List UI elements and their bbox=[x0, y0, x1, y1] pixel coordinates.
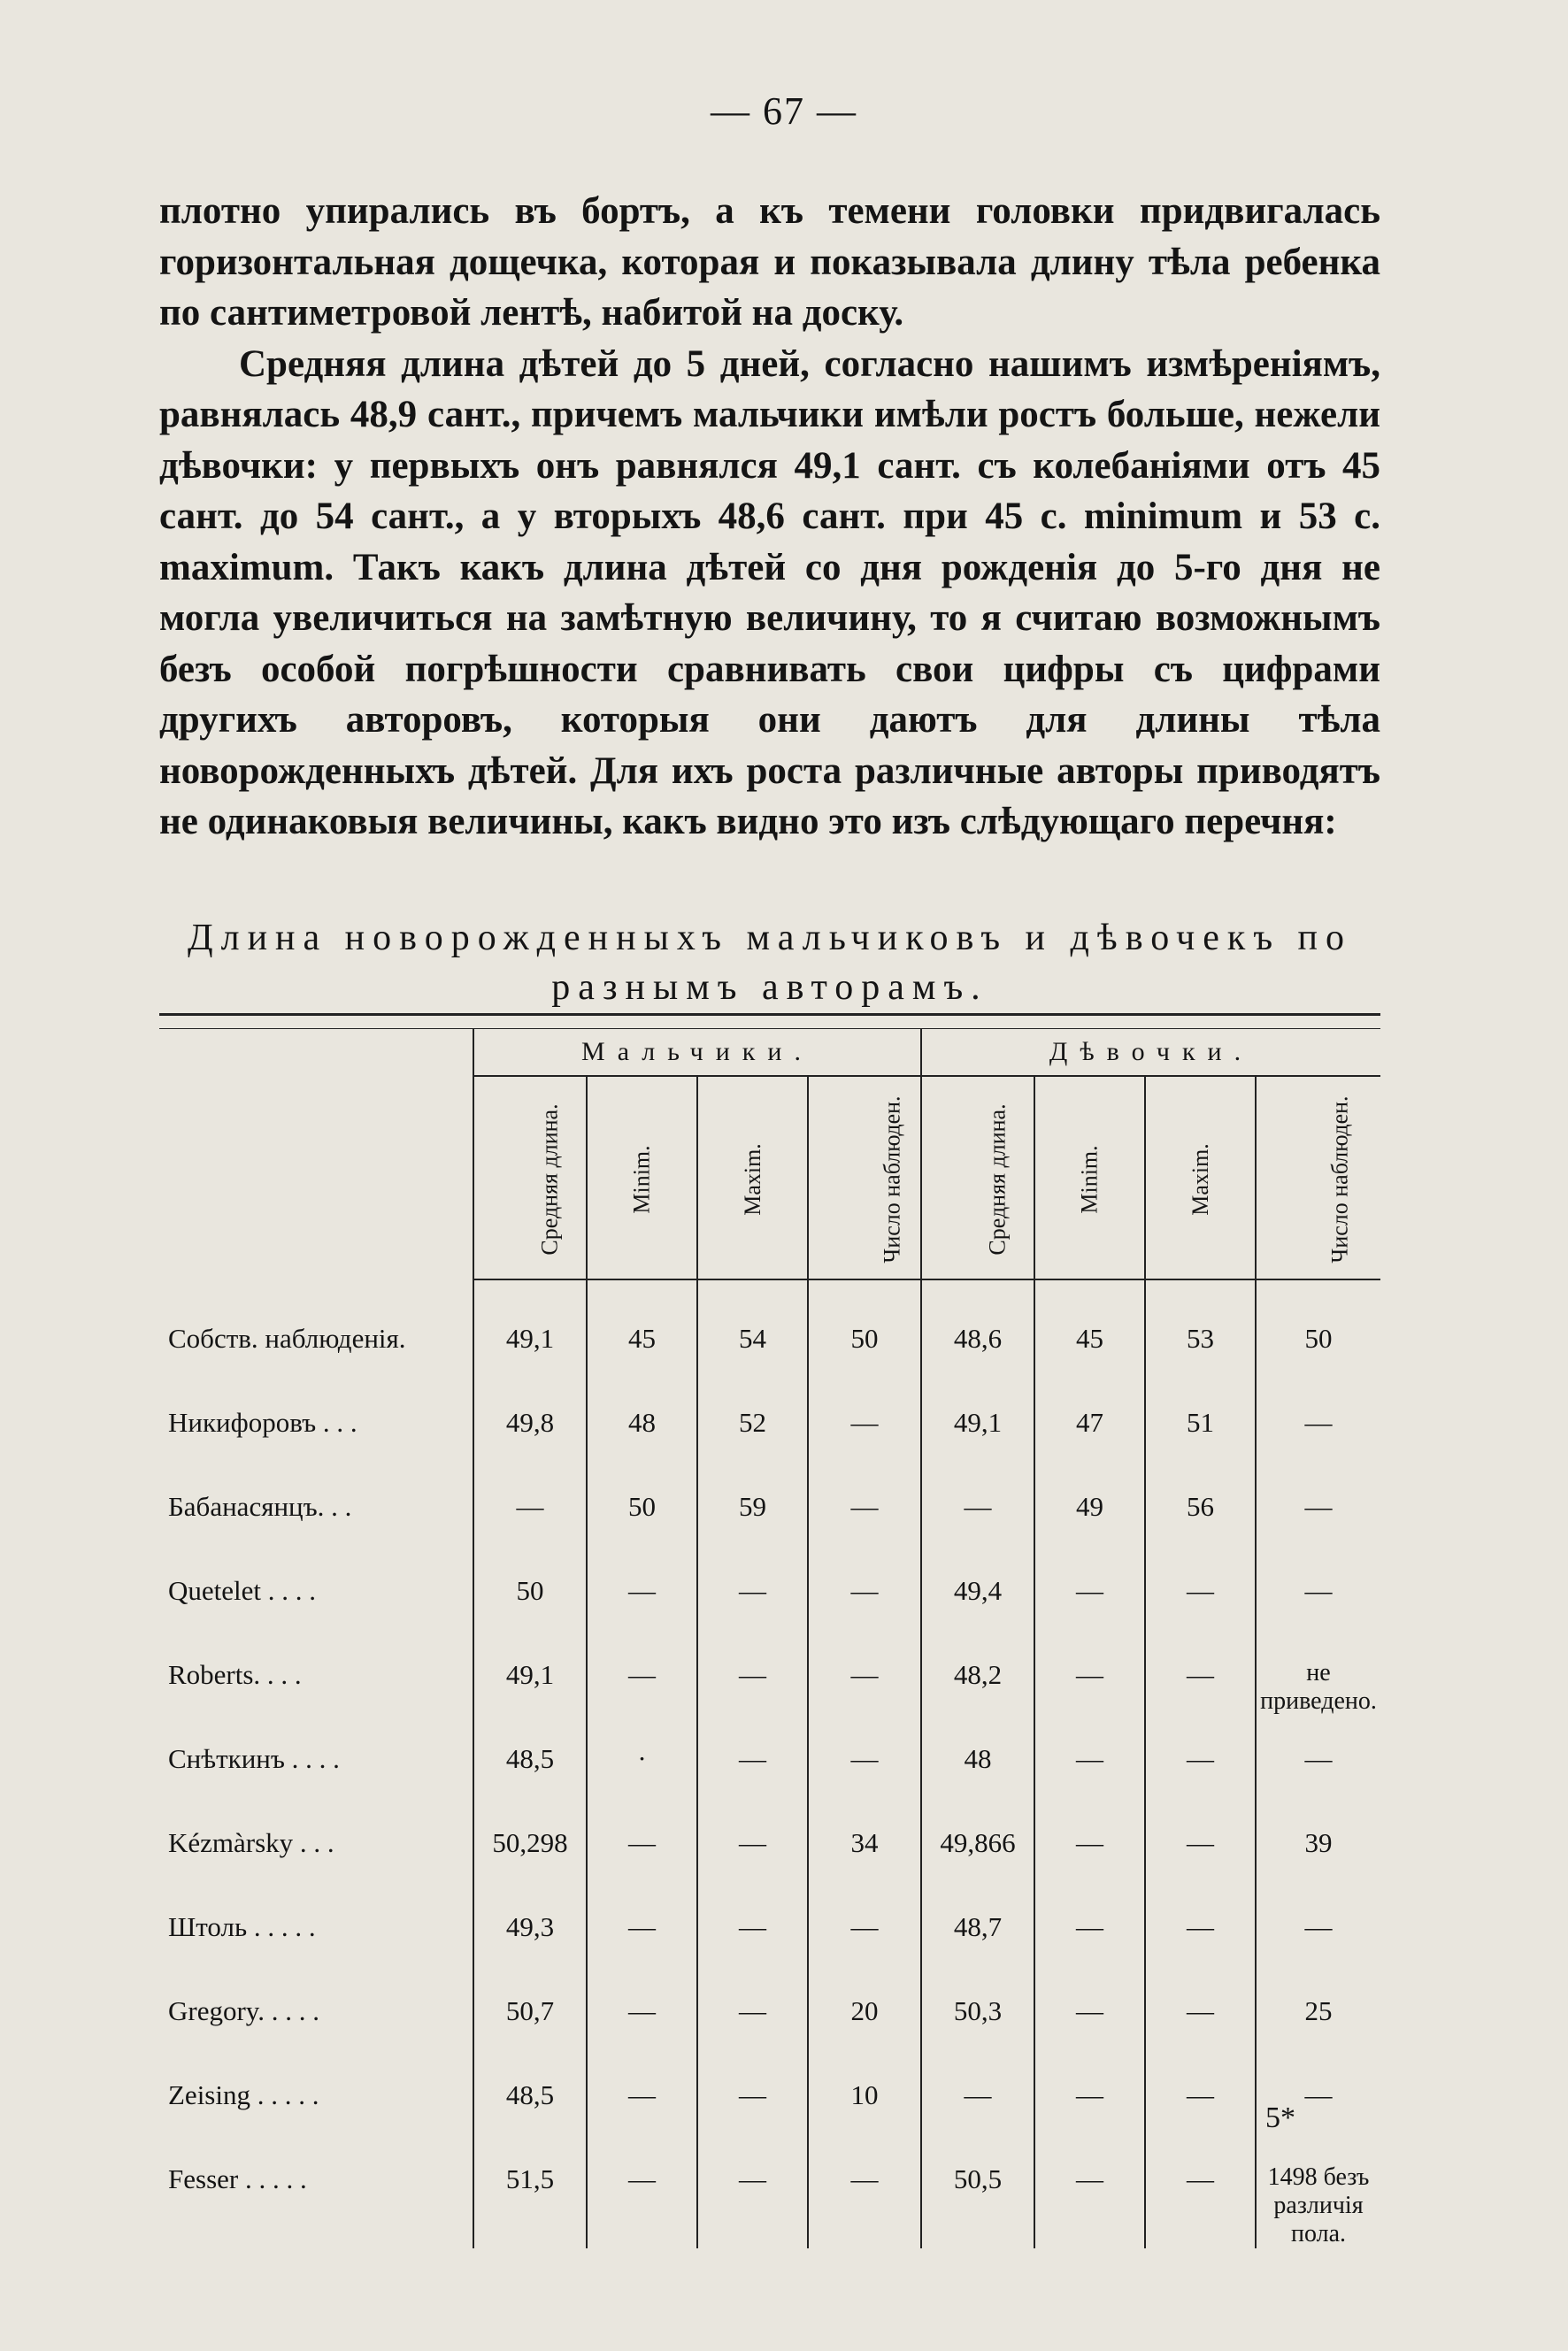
girls-cell: 48,6 bbox=[921, 1305, 1034, 1389]
boys-cell: 51,5 bbox=[473, 2146, 587, 2248]
author-name: Снѣткинъ . . . . bbox=[168, 1743, 340, 1774]
table-row bbox=[159, 1557, 1380, 1641]
boys-cell: — bbox=[808, 1389, 921, 1473]
body-text bbox=[159, 186, 1380, 848]
girls-cell: — bbox=[1145, 1641, 1256, 1725]
author-name: Бабанасянцъ. . . bbox=[168, 1491, 352, 1522]
girls-cell: — bbox=[1145, 1809, 1256, 1894]
table-row bbox=[159, 1725, 1380, 1809]
boys-cell: 54 bbox=[697, 1305, 808, 1389]
girls-cell: — bbox=[1034, 1978, 1145, 2062]
girls-cell: 48,2 bbox=[921, 1641, 1034, 1725]
col-header-boys-count: Число наблюден. bbox=[808, 1076, 921, 1279]
author-name: Никифоровъ . . . bbox=[168, 1407, 357, 1438]
group-girls-header: Дѣвочки. bbox=[921, 1029, 1380, 1077]
table-row bbox=[159, 1641, 1380, 1725]
boys-cell: 49,8 bbox=[473, 1389, 587, 1473]
boys-cell: — bbox=[587, 1894, 697, 1978]
boys-cell: 50 bbox=[808, 1305, 921, 1389]
boys-cell: — bbox=[587, 1557, 697, 1641]
girls-cell: — bbox=[1145, 1894, 1256, 1978]
author-name: Roberts. . . . bbox=[168, 1659, 302, 1690]
girls-cell: — bbox=[1145, 1557, 1256, 1641]
author-name: Штоль . . . . . bbox=[168, 1911, 316, 1942]
col-header-boys-mean: Средняя длина. bbox=[473, 1076, 587, 1279]
girls-cell: 39 bbox=[1256, 1809, 1380, 1894]
boys-cell: 50 bbox=[587, 1473, 697, 1557]
girls-cell: — bbox=[921, 2062, 1034, 2146]
girls-cell: 50 bbox=[1256, 1305, 1380, 1389]
boys-cell: — bbox=[697, 2146, 808, 2248]
author-name: Fesser . . . . . bbox=[168, 2163, 307, 2194]
group-boys-header: Мальчики. bbox=[473, 1029, 921, 1077]
paragraph-2: Средняя длина дѣтей до 5 дней, согласно нашимъ измѣреніямъ, равнялась 48,9 сант., причемъ мальчики имѣли ростъ больше, нежели дѣвочки: у первыхъ онъ равнялся 49,1 сант. съ колебаніями отъ 45 сант. до 54 сант., а у вторыхъ 48,6 сант. при 45 с. minimum и 53 с. maximum. Такъ какъ длина дѣтей со дня рожденія до 5-го дня не могла увеличиться на замѣтную величину, то я считаю возможнымъ безъ особой погрѣшности сравнивать свои цифры съ цифрами другихъ авторовъ, которыя они даютъ для длины тѣла новорожденныхъ дѣтей. Для ихъ роста различные авторы приводятъ не одинаковыя величины, какъ видно это изъ слѣдующаго перечня: bbox=[159, 342, 1380, 842]
girls-cell: — bbox=[1256, 1894, 1380, 1978]
boys-cell: — bbox=[587, 1809, 697, 1894]
author-name: Quetelet . . . . bbox=[168, 1575, 317, 1606]
col-header-boys-min: Minim. bbox=[587, 1076, 697, 1279]
girls-cell: 51 bbox=[1145, 1389, 1256, 1473]
col-header-boys-max: Maxim. bbox=[697, 1076, 808, 1279]
girls-cell: 48 bbox=[921, 1725, 1034, 1809]
table-row bbox=[159, 1809, 1380, 1894]
girls-cell: — bbox=[1145, 2062, 1256, 2146]
table-row bbox=[159, 1894, 1380, 1978]
girls-cell: — bbox=[1256, 1389, 1380, 1473]
page-number: — 67 — bbox=[711, 89, 857, 133]
girls-cell: — bbox=[1034, 2146, 1145, 2248]
boys-cell: — bbox=[697, 1978, 808, 2062]
girls-cell: — bbox=[1034, 2062, 1145, 2146]
boys-cell: — bbox=[808, 1557, 921, 1641]
girls-cell: — bbox=[1145, 1978, 1256, 2062]
author-name: Zeising . . . . . bbox=[168, 2079, 319, 2110]
girls-cell: 45 bbox=[1034, 1305, 1145, 1389]
signature-mark: 5* bbox=[1265, 2101, 1295, 2134]
girls-cell: — bbox=[1145, 2146, 1256, 2248]
girls-cell: 50,3 bbox=[921, 1978, 1034, 2062]
table-body bbox=[159, 1279, 1380, 2248]
data-table bbox=[159, 1013, 1380, 2248]
girls-cell: 56 bbox=[1145, 1473, 1256, 1557]
boys-cell: — bbox=[697, 1809, 808, 1894]
girls-cell: — bbox=[1034, 1557, 1145, 1641]
table-title-line-1: Длина новорожденныхъ мальчиковъ и дѣвочекъ по bbox=[187, 918, 1353, 958]
girls-cell: 48,7 bbox=[921, 1894, 1034, 1978]
girls-cell: 25 bbox=[1256, 1978, 1380, 2062]
boys-cell: — bbox=[808, 1894, 921, 1978]
table-row bbox=[159, 1473, 1380, 1557]
boys-cell: — bbox=[808, 1725, 921, 1809]
boys-cell: 48 bbox=[587, 1389, 697, 1473]
girls-cell: 49 bbox=[1034, 1473, 1145, 1557]
table-row bbox=[159, 2146, 1380, 2248]
girls-cell: — bbox=[1145, 1725, 1256, 1809]
boys-cell: 50 bbox=[473, 1557, 587, 1641]
boys-cell: — bbox=[587, 1641, 697, 1725]
boys-cell: 50,298 bbox=[473, 1809, 587, 1894]
girls-cell: 1498 безъ различія пола. bbox=[1256, 2146, 1380, 2248]
table-title bbox=[159, 913, 1380, 1012]
author-name: Собств. наблюденія. bbox=[168, 1323, 406, 1354]
boys-cell: — bbox=[808, 2146, 921, 2248]
boys-cell: 52 bbox=[697, 1389, 808, 1473]
girls-cell: 47 bbox=[1034, 1389, 1145, 1473]
boys-cell: — bbox=[808, 1473, 921, 1557]
girls-cell: 49,1 bbox=[921, 1389, 1034, 1473]
col-header-girls-min: Minim. bbox=[1034, 1076, 1145, 1279]
table-row bbox=[159, 1305, 1380, 1389]
boys-cell: — bbox=[587, 2062, 697, 2146]
author-column-header bbox=[159, 1029, 473, 1280]
table-row bbox=[159, 1978, 1380, 2062]
boys-cell: 50,7 bbox=[473, 1978, 587, 2062]
girls-cell: 49,4 bbox=[921, 1557, 1034, 1641]
col-header-girls-max: Maxim. bbox=[1145, 1076, 1256, 1279]
boys-cell: 49,1 bbox=[473, 1305, 587, 1389]
author-name: Kézmàrsky . . . bbox=[168, 1827, 334, 1858]
boys-cell: — bbox=[697, 1557, 808, 1641]
boys-cell: 20 bbox=[808, 1978, 921, 2062]
boys-cell: 49,1 bbox=[473, 1641, 587, 1725]
boys-cell: · bbox=[587, 1725, 697, 1809]
boys-cell: 45 bbox=[587, 1305, 697, 1389]
boys-cell: 49,3 bbox=[473, 1894, 587, 1978]
boys-cell: — bbox=[587, 1978, 697, 2062]
table-row bbox=[159, 2062, 1380, 2146]
boys-cell: 10 bbox=[808, 2062, 921, 2146]
girls-cell: — bbox=[1034, 1894, 1145, 1978]
girls-cell: — bbox=[1034, 1809, 1145, 1894]
boys-cell: — bbox=[808, 1641, 921, 1725]
boys-cell: 34 bbox=[808, 1809, 921, 1894]
boys-cell: — bbox=[697, 2062, 808, 2146]
girls-cell: — bbox=[1034, 1641, 1145, 1725]
boys-cell: — bbox=[587, 2146, 697, 2248]
col-header-girls-mean: Средняя длина. bbox=[921, 1076, 1034, 1279]
col-header-girls-count: Число наблюден. bbox=[1256, 1076, 1380, 1279]
boys-cell: 59 bbox=[697, 1473, 808, 1557]
girls-cell: не приведено. bbox=[1256, 1641, 1380, 1725]
boys-cell: 48,5 bbox=[473, 2062, 587, 2146]
girls-cell: — bbox=[921, 1473, 1034, 1557]
girls-cell: — bbox=[1256, 1557, 1380, 1641]
girls-cell: — bbox=[1256, 1473, 1380, 1557]
boys-cell: — bbox=[697, 1725, 808, 1809]
paragraph-1: плотно упирались въ бортъ, а къ темени головки придвигалась горизонтальная дощечка, которая и показывала длину тѣла ребенка по сантиметровой лентѣ, набитой на доску. bbox=[159, 190, 1380, 334]
girls-cell: 53 bbox=[1145, 1305, 1256, 1389]
table-row bbox=[159, 1389, 1380, 1473]
girls-cell: 50,5 bbox=[921, 2146, 1034, 2248]
girls-cell: 49,866 bbox=[921, 1809, 1034, 1894]
author-name: Gregory. . . . . bbox=[168, 1995, 320, 2026]
boys-cell: 48,5 bbox=[473, 1725, 587, 1809]
girls-cell: — bbox=[1256, 2062, 1380, 2146]
boys-cell: — bbox=[473, 1473, 587, 1557]
girls-cell: — bbox=[1256, 1725, 1380, 1809]
boys-cell: — bbox=[697, 1894, 808, 1978]
table-title-line-2: разнымъ авторамъ. bbox=[551, 967, 988, 1008]
boys-cell: — bbox=[697, 1641, 808, 1725]
girls-cell: — bbox=[1034, 1725, 1145, 1809]
